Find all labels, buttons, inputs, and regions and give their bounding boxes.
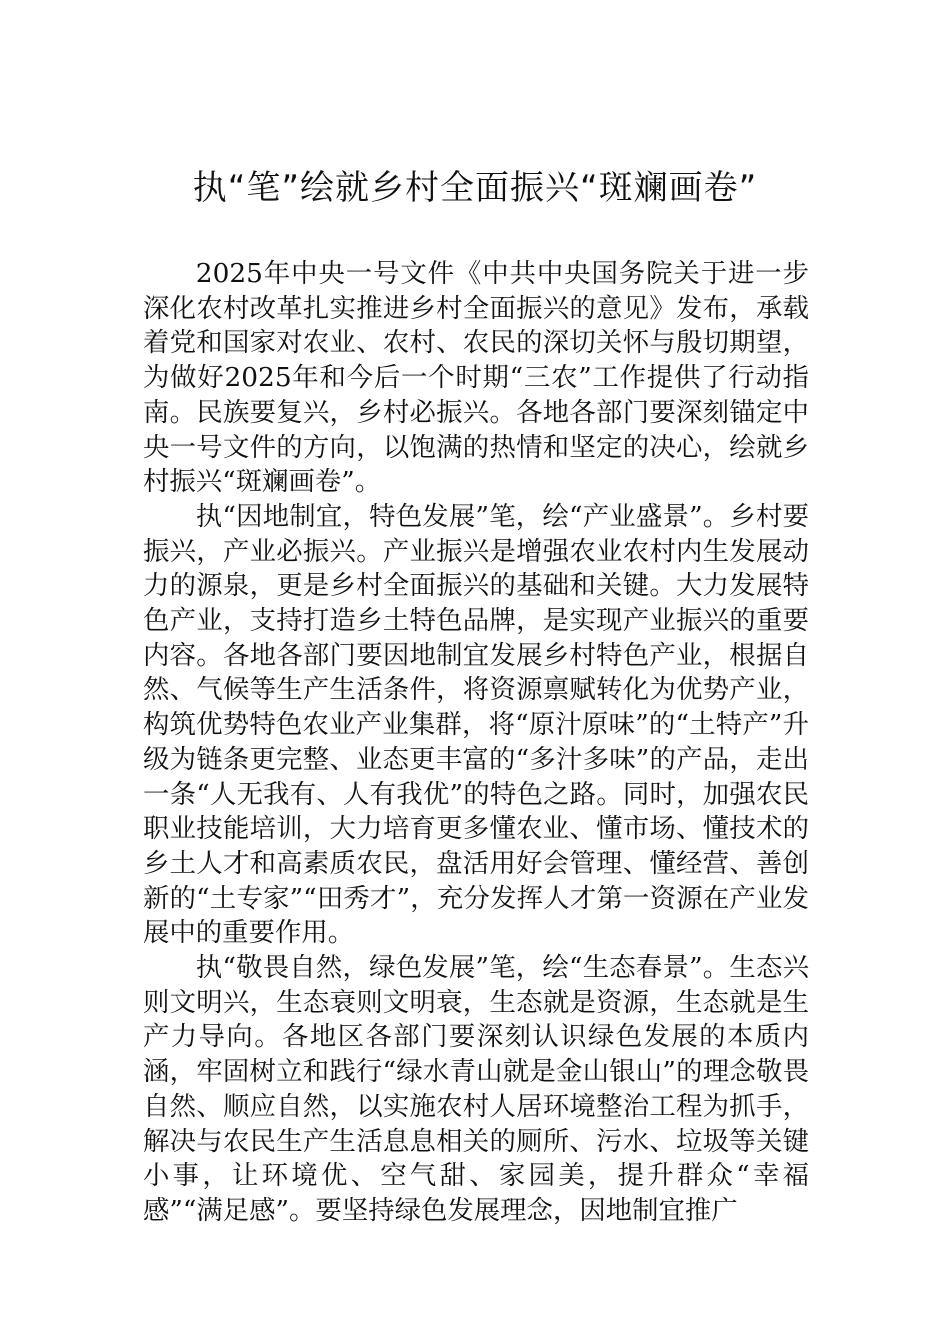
paragraph-industry: 执“因地制宜，特色发展”笔，绘“产业盛景”。乡村要振兴，产业必振兴。产业振兴是增强农业农村内生发展动力的源泉，更是乡村全面振兴的基础和关键。大力发展特色产业，支持打造乡土特色品牌，是实现产业振兴的重要内容。各地各部门要因地制宜发展乡村特色产业，根据自然、气候等生产生活条件，将资源禀赋转化为优势产业，构筑优势特色农业产业集群，将“原汁原味”的“土特产”升级为链条更完整、业态更丰富的“多汁多味”的产品，走出一条“人无我有、人有我优”的特色之路。同时，加强农民职业技能培训，大力培育更多懂农业、懂市场、懂技术的乡土人才和高素质农民，盘活用好会管理、懂经营、善创新的“土专家”“田秀才”，充分发挥人才第一资源在产业发展中的重要作用。 (143, 500, 809, 949)
paragraph-ecology: 执“敬畏自然，绿色发展”笔，绘“生态春景”。生态兴则文明兴，生态衰则文明衰，生态就是资源，生态就是生产力导向。各地区各部门要深刻认识绿色发展的本质内涵，牢固树立和践行“绿水青山就是金山银山”的理念敬畏自然、顺应自然，以实施农村人居环境整治工程为抓手，解决与农民生产生活息息相关的厕所、污水、垃圾等关键小事，让环境优、空气甜、家园美，提升群众“幸福感”“满足感”。要坚持绿色发展理念，因地制宜推广 (143, 952, 809, 1226)
document-body (143, 257, 809, 1229)
paragraph-intro: 2025年中央一号文件《中共中央国务院关于进一步深化农村改革扎实推进乡村全面振兴的意见》发布，承载着党和国家对农业、农村、农民的深切关怀与殷切期望，为做好2025年和今后一个时期“三农”工作提供了行动指南。民族要复兴，乡村必振兴。各地各部门要深刻锚定中央一号文件的方向，以饱满的热情和坚定的决心，绘就乡村振兴“斑斓画卷”。 (143, 258, 809, 498)
document-title: 执“笔”绘就乡村全面振兴“斑斓画卷” (192, 168, 758, 208)
